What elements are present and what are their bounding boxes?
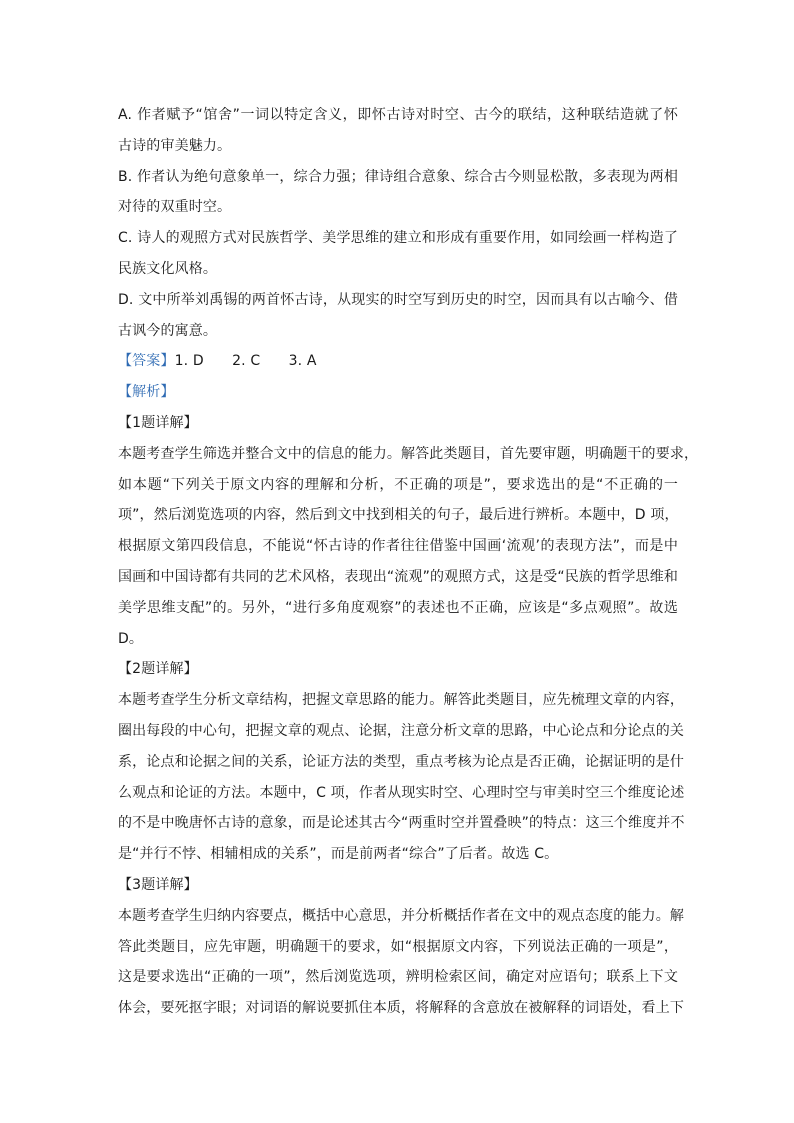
- answer-line: [118, 346, 678, 377]
- q1-line-4: 根据原文第四段信息，不能说“怀古诗的作者往往借鉴中国画‘流观’的表现方法”，而是中: [118, 538, 678, 555]
- option-c-line-1: C. 诗人的观照方式对民族哲学、美学思维的建立和形成有重要作用，如同绘画一样构造了: [118, 230, 678, 247]
- q1-line-5: 国画和中国诗都有共同的艺术风格，表现出“流观”的观照方式，这是受“民族的哲学思维和: [118, 568, 678, 585]
- q1-line-1: 本题考查学生筛选并整合文中的信息的能力。解答此类题目，首先要审题，明确题干的要求，: [118, 445, 699, 462]
- answer-text: 1. D 2. C 3. A: [174, 353, 317, 370]
- option-d-line-1: D. 文中所举刘禹锡的两首怀古诗，从现实的时空写到历史的时空，因而具有以古喻今、借: [118, 291, 678, 308]
- q2-line-4: 么观点和论证的方法。本题中，C 项，作者从现实时空、心理时空与审美时空三个维度论述: [118, 784, 685, 801]
- q2-line-1: 本题考查学生分析文章结构，把握文章思路的能力。解答此类题目，应先梳理文章的内容，: [118, 692, 684, 709]
- q3-line-4: 体会，要死抠字眼；对词语的解说要抓住本质，将解释的含意放在被解释的词语处，看上下: [118, 1000, 684, 1017]
- option-a-line-1: A. 作者赋予“馆舍”一词以特定含义，即怀古诗对时空、古今的联结，这种联结造就了怀: [118, 107, 678, 123]
- q1-line-6: 美学思维支配”的。另外，“进行多角度观察”的表述也不正确，应该是“多点观照”。故选: [118, 599, 678, 616]
- q3-line-3: 这是要求选出“正确的一项”，然后浏览选项，辨明检索区间，确定对应语句；联系上下文: [118, 969, 678, 986]
- q1-line-7: D。: [118, 630, 144, 647]
- q2-line-5: 的不是中晚唐怀古诗的意象，而是论述其古今“两重时空并置叠映”的特点：这三个维度并不: [118, 815, 685, 832]
- q3-line-2: 答此类题目，应先审题，明确题干的要求，如“根据原文内容，下列说法正确的一项是”，: [118, 938, 678, 955]
- answer-label: 【答案】: [118, 353, 175, 370]
- option-b-line-1: B. 作者认为绝句意象单一，综合力强；律诗组合意象、综合古今则显松散，多表现为两相: [118, 168, 678, 185]
- option-d-line-2: 古讽今的寓意。: [118, 322, 218, 339]
- q2-heading: 【2题详解】: [118, 661, 198, 678]
- q1-line-2: 如本题“下列关于原文内容的理解和分析，不正确的项是”，要求选出的是“不正确的一: [118, 476, 678, 493]
- q3-line-1: 本题考查学生归纳内容要点，概括中心意思，并分析概括作者在文中的观点态度的能力。解: [118, 907, 684, 924]
- q2-line-3: 系，论点和论据之间的关系，论证方法的类型，重点考核为论点是否正确，论据证明的是什: [118, 753, 684, 770]
- option-c-line-2: 民族文化风格。: [118, 260, 218, 277]
- q3-heading: 【3题详解】: [118, 876, 198, 893]
- q2-line-6: 是“并行不悖、相辅相成的关系”，而是前两者“综合”了后者。故选 C。: [118, 846, 559, 863]
- option-b-line-2: 对待的双重时空。: [118, 199, 232, 216]
- q1-line-3: 项”，然后浏览选项的内容，然后到文中找到相关的句子，最后进行辨析。本题中，D 项，: [118, 507, 679, 524]
- q1-heading: 【1题详解】: [118, 414, 198, 431]
- q2-line-2: 圈出每段的中心句，把握文章的观点、论据，注意分析文章的思路，中心论点和分论点的关: [118, 722, 684, 739]
- document-content: [118, 100, 699, 1024]
- analysis-label: 【解析】: [118, 384, 175, 401]
- option-a-line-2: 古诗的审美魅力。: [118, 137, 232, 154]
